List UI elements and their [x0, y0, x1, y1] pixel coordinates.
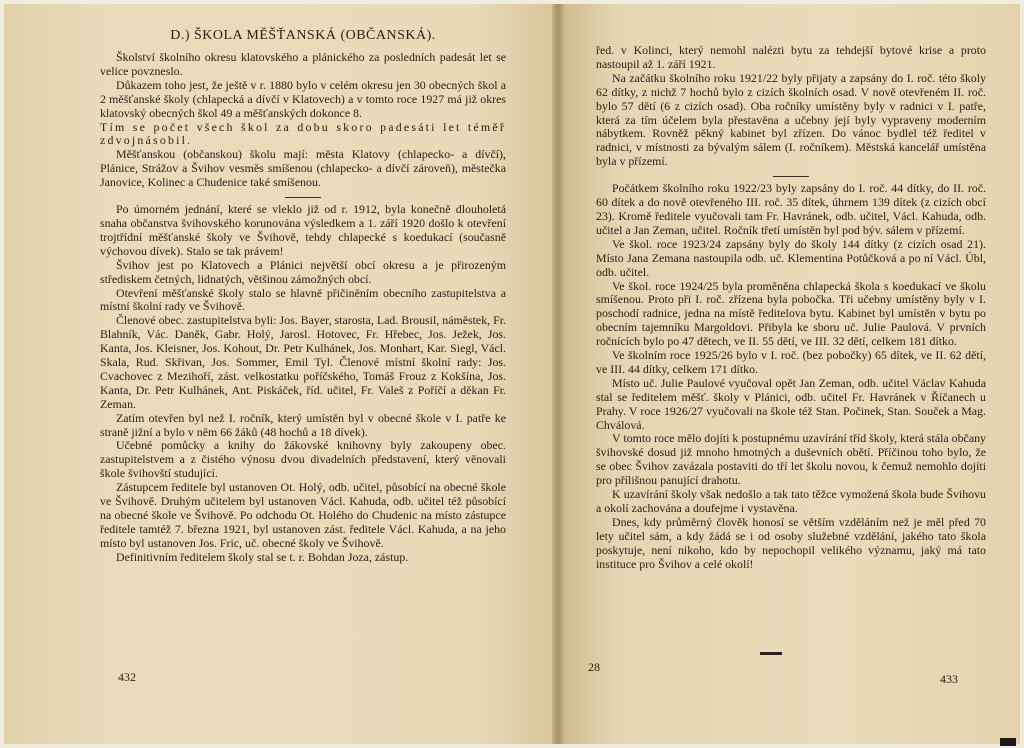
page-number-right: 433 [940, 672, 958, 686]
corner-mark [1000, 738, 1016, 746]
right-page [560, 4, 1020, 744]
signature-mark: 28 [588, 660, 600, 674]
paragraph: Definitivním ředitelem školy stal se t. r. Bohdan Joza, zástup. [116, 549, 409, 564]
paragraph: Dnes, kdy průměrný člověk honosí se větším vzděláním než je měl před 70 lety učitel sám, a kdy žádá se i od osoby služebné vzdělání, jakého tato škola poskytuje, není nikoho, kdo by nepochopil velikého významu, jaký má tato instituce pro Švihov a celé okolí! [596, 514, 986, 571]
paragraph: Počátkem školního roku 1922/23 byly zapsány do I. roč. 44 dítky, do II. roč. 60 dítek a do nově otevřeného III. roč. 35 dítek, úhrnem 139 dítek (z cizích obcí 23). Kromě ředitele vyučovali tam Fr. Havránek, odb. učitel, Václ. Kahuda, odb. učitel a Jan Zeman, učitel. Ročník třetí umístěn byl pod býv. sálem v přízemí. [596, 181, 986, 237]
paragraph: Ve škol. roce 1923/24 zapsány byly do školy 144 dítky (z cizích osad 21). Místo Jana Zemana nastoupila odb. uč. Klementina Potůčková a po ní Václ. Úbl, odb. učitel. [596, 236, 986, 279]
page-number-left: 432 [118, 670, 136, 684]
paragraph: Důkazem toho jest, že ještě v r. 1880 bylo v celém okresu jen 30 obecných škol a 2 měšťanské školy (chlapecká a dívčí v Klatovech) a v tomto roce 1927 má již okres klatovský obecných škol 49 a měšťanských dokonce 8. [100, 77, 506, 120]
paragraph: Školství školního okresu klatovského a plánického za posledních padesát let se velice povzneslo. [100, 50, 506, 78]
paragraph: Místo uč. Julie Paulové vyučoval opět Jan Zeman, odb. učitel Václav Kahuda stal se ředitelem měšť. školy v Plánici, odb. učitel Fr. Havránek v Říčanech u Prahy. V roce 1926/27 vyučovali na škole též Stan. Počinek, Stan. Souček a Mag. Chválová. [596, 375, 986, 432]
section-heading: D.) ŠKOLA MĚŠŤANSKÁ (OBČANSKÁ). [170, 28, 436, 43]
paragraph: V tomto roce mělo dojíti k postupnému uzavírání tříd školy, která stála občany švihovské dosud již mnoho hmotných a duševních obětí. Příčinou toho bylo, že se obec Švihov zavázala postaviti do tří let školu novou, k čemuž nemohlo dojíti pro přílišnou panující drahotu. [596, 431, 986, 488]
end-ornament [760, 652, 782, 655]
book-spread [4, 4, 1020, 744]
paragraph: Učebné pomůcky a knihy do žákovské knihovny byly zakoupeny obec. zastupitelstvem a z čistého výnosu dvou divadelních představení, který věnovali škole švihovští studující. [100, 438, 506, 481]
left-page [4, 4, 556, 744]
paragraph: Švihov jest po Klatovech a Plánici největší obcí okresu a je přirozeným střediskem četných, lidnatých, většinou zámožných obcí. [100, 257, 506, 286]
paragraph: K uzavírání školy však nedošlo a tak tato těžce vymožená škola bude Švihovu a okolí zachována a doufejme i vystavěna. [596, 487, 986, 515]
book-gutter [552, 4, 564, 744]
paragraph: řed. v Kolinci, který nemohl nalézti bytu za tehdejší bytové krise a proto nastoupil až 1. září 1921. [596, 43, 986, 71]
paragraph-emphasis: Tím se počet všech škol za dobu skoro padesáti let téměř zdvojnásobil. [100, 119, 506, 148]
paragraph: Zatím otevřen byl než I. ročník, který umístěn byl v obecné škole v I. patře ke straně jižní a bylo v něm 66 žáků (48 hochů a 18 dívek). [100, 410, 506, 439]
separator-rule [285, 197, 321, 198]
paragraph: Měšťanskou (občanskou) školu mají: města Klatovy (chlapecko- a dívčí), Plánice, Strážov a Švihov vesměs smíšenou (chlapecko- a dívčí zároveň), městečka Janovice, Kolinec a Chudenice také smíšenou. [100, 147, 506, 190]
paragraph: Po úmorném jednání, které se vleklo již od r. 1912, byla konečně dlouholetá snaha občanstva švihovského korunována výsledkem a 1. září 1920 došlo k otevření trojtřídní měšťanské školy ve Švihově, tehdy chlapecké s koedukací (současně výchovou dívek). Stalo se tak právem! [100, 202, 506, 258]
separator-rule [773, 176, 809, 177]
paragraph: Zástupcem ředitele byl ustanoven Ot. Holý, odb. učitel, působící na obecné škole ve Švihově. Druhým učitelem byl ustanoven Václ. Kahuda, odb. učitel též působící na obecné škole ve Švihově. Po odchodu Ot. Holého do Chudenic na místo zástupce ředitele tamtéž 7. března 1921, byl ustanoven zást. ředitele Václ. Kahuda, a na jeho místo byl ustanoven Jos. Fric, uč. obecné školy ve Švihově. [100, 480, 506, 550]
paragraph: Otevření měšťanské školy stalo se hlavně přičiněním obecního zastupitelstva a místní školní rady ve Švihově. [100, 285, 506, 314]
paragraph: Členové obec. zastupitelstva byli: Jos. Bayer, starosta, Lad. Brousil, náměstek, Fr. Blahník, Vác. Daněk, Gabr. Holý, Jarosl. Hotovec, Fr. Hřebec, Jos. Ježek, Jos. Kanta, Jos. Kleisner, Jos. Kohout, Dr. Petr Kulhánek, Jos. Monhart, Kar. Siegl, Václ. Skala, Rud. Skřivan, Jos. Sommer, Emil Tyl. Členové místní školní rady: Jos. Cvachovec z Mezihoří, zást. velkostatku poříčského, Tomáš Frouz z Kokšína, Jos. Kanta, Dr. Petr Kulhánek, Ant. Piskáček, říd. učitel, Fr. Valeš z Poříčí a děkan Fr. Zeman. [100, 313, 506, 411]
paragraph: Ve škol. roce 1924/25 byla proměněna chlapecká škola s koedukací ve školu smíšenou. Proto při I. roč. zřízena byla pobočka. Tři učebny umístěny byly v I. poschodí radnice, jedna na místě ředitelova bytu. Kabinet byl umístěn v bytu po obecním tajemníku Margoldovi. Přibyla ke sboru uč. Julie Paulová. V prvních ročnících bylo po 47 dětech, ve II. 55 dětí, ve III. 32 dětí, celkem 181 dítko. [596, 278, 986, 349]
paragraph: Na začátku školního roku 1921/22 byly přijaty a zapsány do I. roč. této školy 62 dítky, z nichž 7 hochů bylo z cizích školních osad. V nově otevřeném II. roč. bylo 57 dětí (6 z cizích osad). Oba ročníky umístěny byly v radnici v I. patře, která za tím účelem byla přestavěna a učebny její byly vypraveny moderním nábytkem. Rovněž pěkný kabinet byl zřízen. Do vánoc bydlel též ředitel v radnici, v místnosti za bývalým sálem (I. ročníkem). Městská kancelář umístěna byla v přízemí. [596, 70, 986, 169]
paragraph: Ve školním roce 1925/26 bylo v I. roč. (bez pobočky) 65 dítek, ve II. 62 dětí, ve III. 44 dítky, celkem 171 dítko. [596, 348, 986, 376]
